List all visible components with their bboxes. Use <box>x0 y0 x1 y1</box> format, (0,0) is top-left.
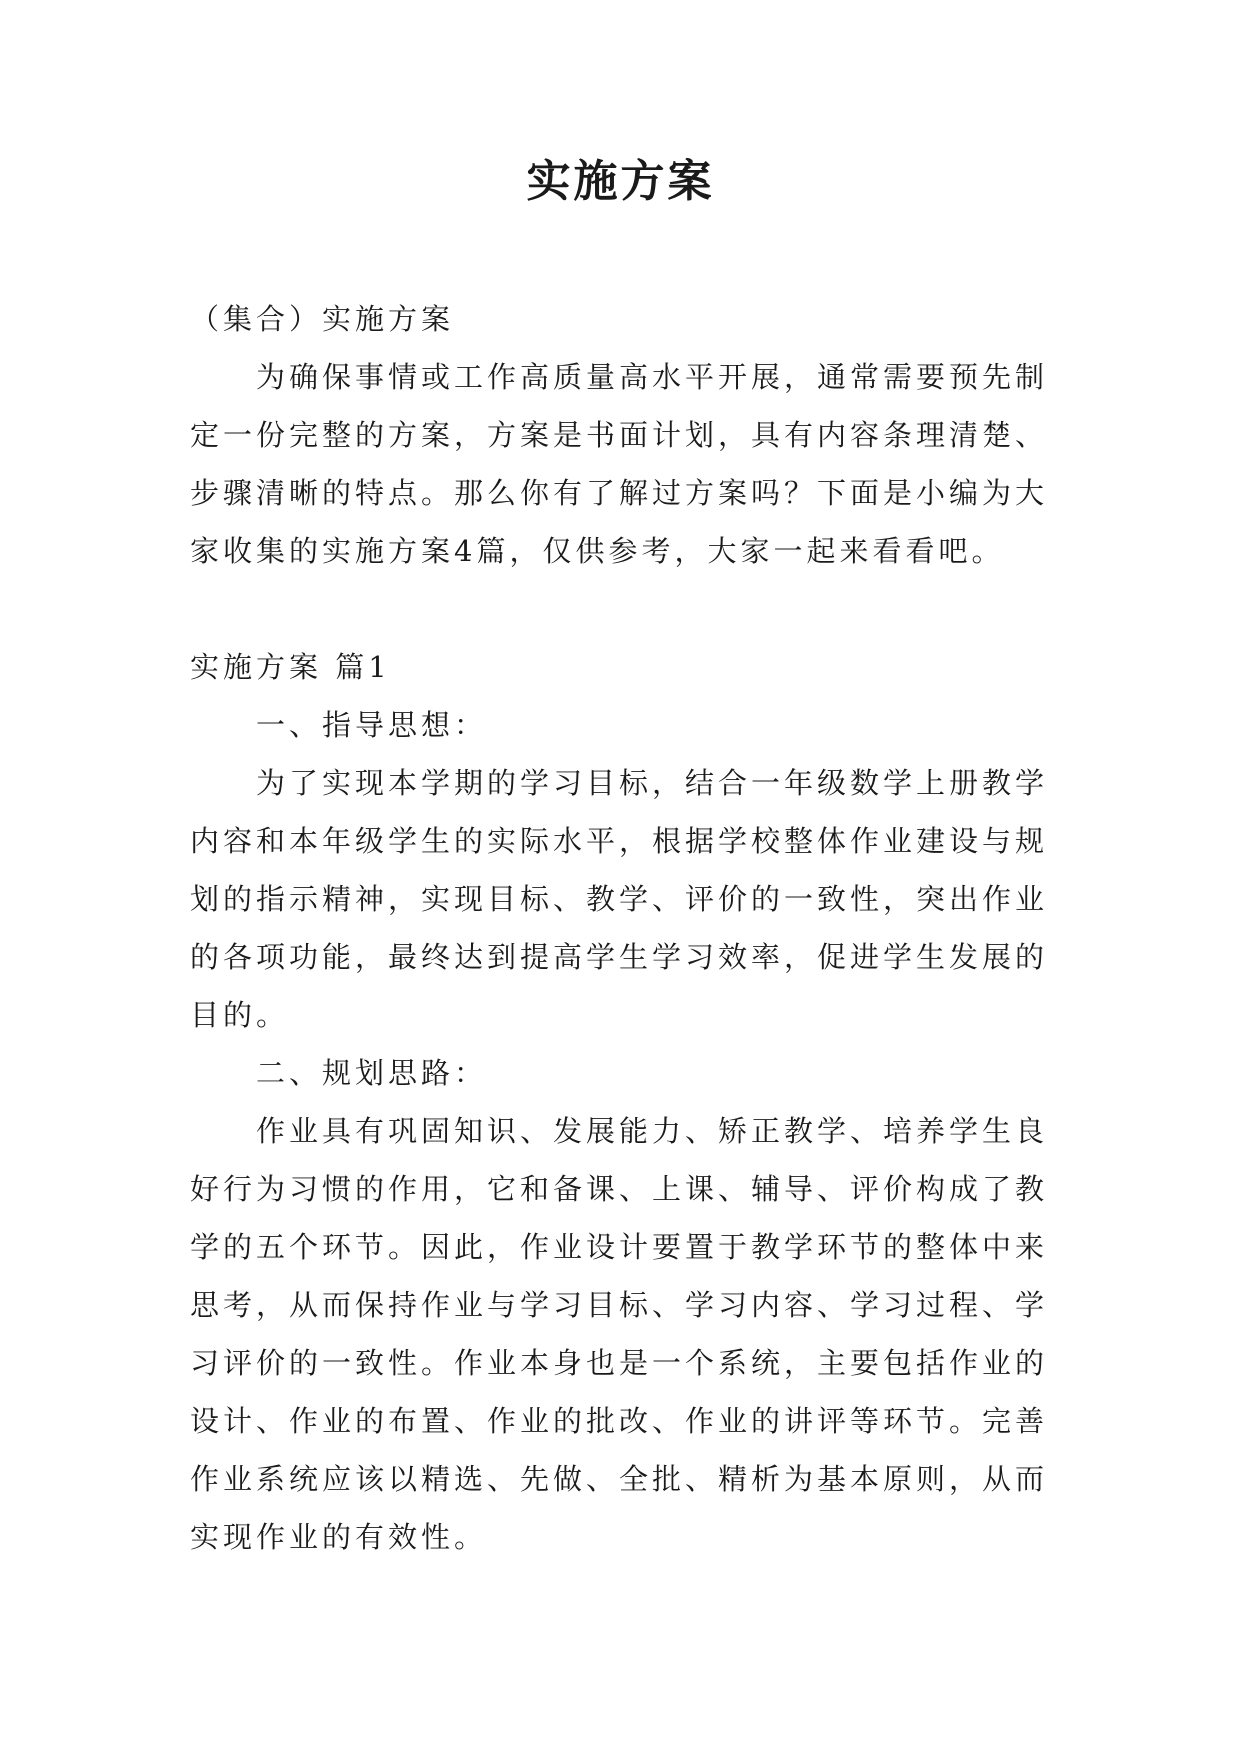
heading-guiding-thought: 一、指导思想： <box>256 708 488 742</box>
document-body <box>190 290 1060 1566</box>
paragraph-guiding-thought: 为了实现本学期的学习目标，结合一年级数学上册教学内容和本年级学生的实际水平，根据学校整体作业建设与规划的指示精神，实现目标、教学、评价的一致性，突出作业的各项功能，最终达到提高学生学习效率，促进学生发展的目的。 <box>190 766 1049 1032</box>
section-title: 实施方案 篇1 <box>190 650 391 684</box>
paragraph-planning-approach: 作业具有巩固知识、发展能力、矫正教学、培养学生良好行为习惯的作用，它和备课、上课、辅导、评价构成了教学的五个环节。因此，作业设计要置于教学环节的整体中来思考，从而保持作业与学习目标、学习内容、学习过程、学习评价的一致性。作业本身也是一个系统，主要包括作业的设计、作业的布置、作业的批改、作业的讲评等环节。完善作业系统应该以精选、先做、全批、精析为基本原则，从而实现作业的有效性。 <box>190 1114 1049 1554</box>
intro-paragraph: 为确保事情或工作高质量高水平开展，通常需要预先制定一份完整的方案，方案是书面计划，具有内容条理清楚、步骤清晰的特点。那么你有了解过方案吗？下面是小编为大家收集的实施方案4篇，仅供参考，大家一起来看看吧。 <box>190 360 1049 568</box>
section-spacer <box>190 580 1060 638</box>
heading-planning-approach: 二、规划思路： <box>256 1056 488 1090</box>
document-title: 实施方案 <box>526 156 715 207</box>
document-subtitle: （集合）实施方案 <box>190 302 455 336</box>
